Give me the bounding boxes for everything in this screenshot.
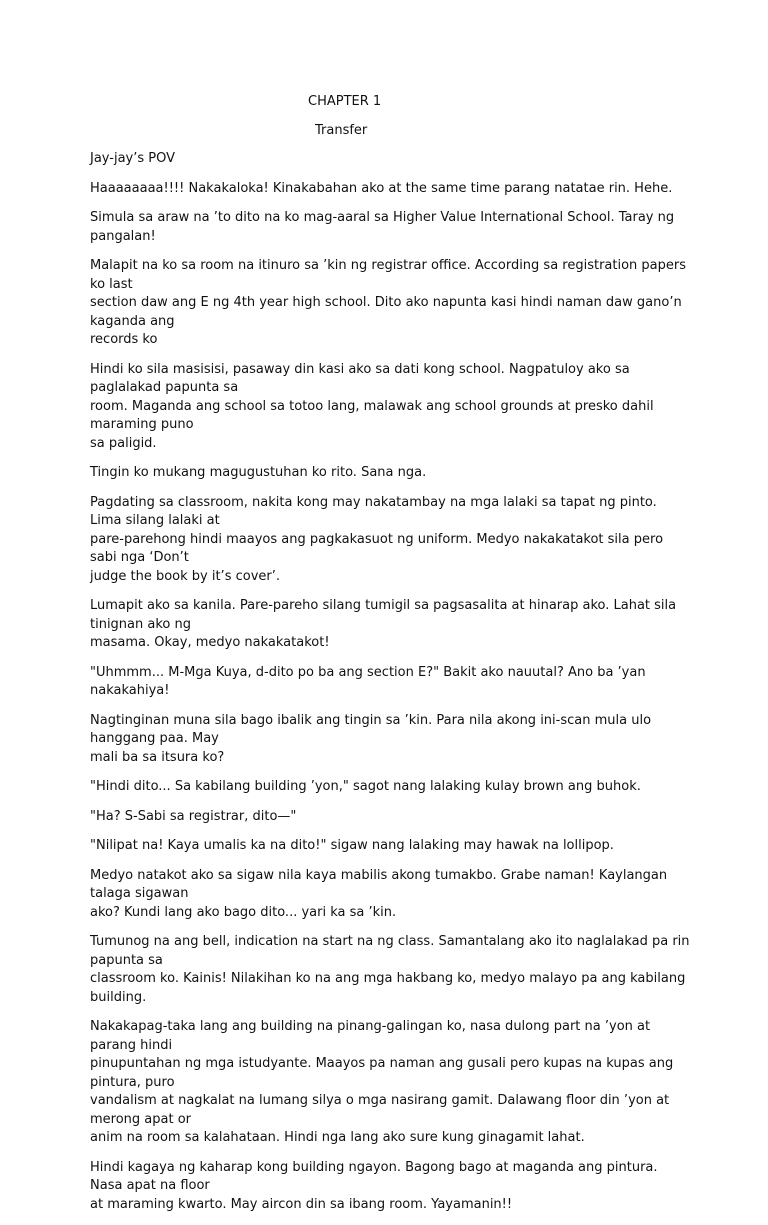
paragraph: Pagdating sa classroom, nakita kong may nakatambay na mga lalaki sa tapat ng pinto. Lima silang lalaki at pare-parehong hindi maayos ang pagkakasuot ng uniform. Medyo nakakatakot sila pero sabi nga ‘Don’t judge the book by it’s cover’. bbox=[90, 494, 664, 584]
paragraph: Medyo natakot ako sa sigaw nila kaya mabilis akong tumakbo. Grabe naman! Kaylangan talaga sigawan ako? Kundi lang ako bago dito... yari ka sa ’kin. bbox=[90, 867, 668, 920]
pov-label: Jay-jay’s POV bbox=[90, 151, 176, 166]
paragraph: "Hindi dito... Sa kabilang building ’yon," sagot nang lalaking kulay brown ang buhok. bbox=[90, 779, 641, 794]
paragraph: Nagtinginan muna sila bago ibalik ang tingin sa ’kin. Para nila akong ini-scan mula ulo hanggang paa. May mali ba sa itsura ko? bbox=[90, 712, 652, 765]
paragraph: Malapit na ko sa room na itinuro sa ’kin ng registrar office. According sa registration papers ko last section daw ang E ng 4th year high school. Dito ako napunta kasi hindi naman daw gano’n kaganda ang records ko bbox=[90, 258, 687, 347]
paragraph: "Uhmmm... M-Mga Kuya, d-dito po ba ang section E?" Bakit ako nauutal? Ano ba ’yan nakakahiya! bbox=[90, 664, 646, 698]
chapter-title: Transfer bbox=[315, 123, 368, 138]
paragraph: Tumunog na ang bell, indication na start na ng class. Samantalang ako ito naglalakad pa rin papunta sa classroom ko. Kainis! Nilakihan ko na ang mga hakbang ko, medyo malayo pa ang kabilang building. bbox=[90, 934, 690, 1005]
paragraph: Simula sa araw na ’to dito na ko mag-aaral sa Higher Value International School. Taray ng pangalan! bbox=[90, 210, 675, 244]
document-body bbox=[90, 150, 690, 1225]
paragraph: Hindi ko sila masisisi, pasaway din kasi ako sa dati kong school. Nagpatuloy ako sa paglalakad papunta sa room. Maganda ang school sa totoo lang, malawak ang school grounds at presko dahil maraming puno sa paligid. bbox=[90, 361, 654, 451]
paragraph: Haaaaaaaa!!!! Nakakaloka! Kinakabahan ako at the same time parang natatae rin. Hehe. bbox=[90, 180, 673, 196]
chapter-heading: CHAPTER 1 bbox=[308, 94, 382, 109]
paragraph: Lumapit ako sa kanila. Pare-pareho silang tumigil sa pagsasalita at hinarap ako. Lahat sila tinignan ako ng masama. Okay, medyo nakakatakot! bbox=[90, 598, 677, 650]
paragraph: Hindi kagaya ng kaharap kong building ngayon. Bagong bago at maganda ang pintura. Nasa apat na floor at maraming kwarto. May aircon din sa ibang room. Yayamanin!! bbox=[90, 1159, 658, 1212]
paragraph: Nakakapag-taka lang ang building na pinang-galingan ko, nasa dulong part na ’yon at parang hindi pinupuntahan ng mga istudyante. Maayos pa naman ang gusali pero kupas na kupas ang pintura, puro vandalism at nagkalat na lumang silya o mga nasirang gamit. Dalawang floor din ’yon at merong apat or anim na room sa kalahataan. Hindi nga lang ako sure kung ginagamit lahat. bbox=[90, 1019, 674, 1145]
paragraph: "Ha? S-Sabi sa registrar, dito—" bbox=[90, 808, 297, 824]
paragraph: "Nilipat na! Kaya umalis ka na dito!" sigaw nang lalaking may hawak na lollipop. bbox=[90, 838, 614, 853]
paragraph: Tingin ko mukang magugustuhan ko rito. Sana nga. bbox=[90, 465, 427, 480]
